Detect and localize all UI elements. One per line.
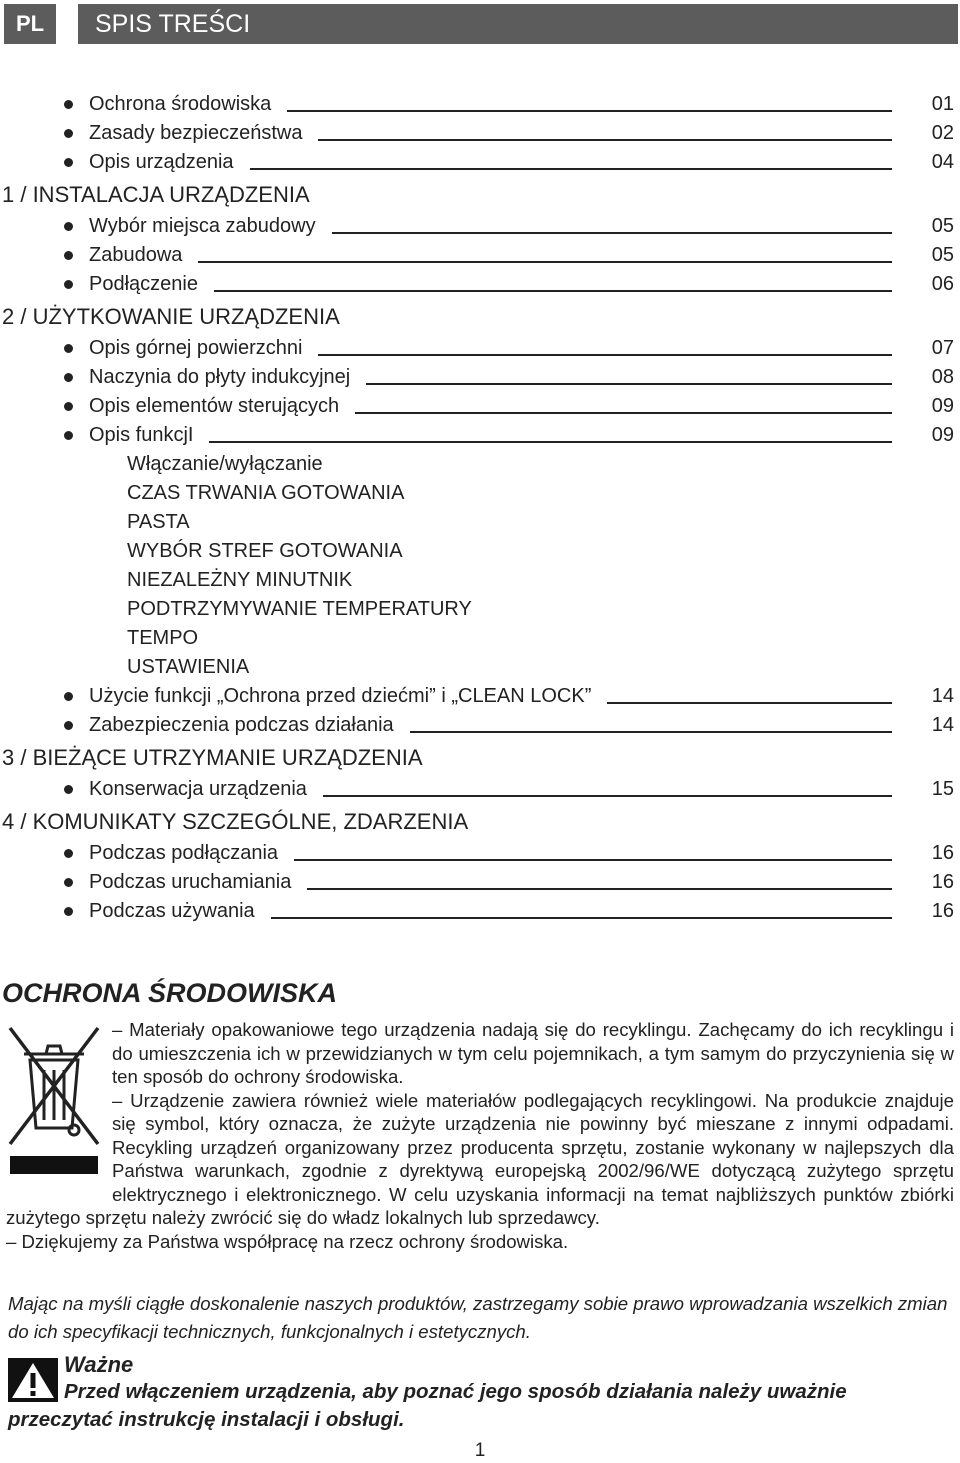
bullet-icon [64, 907, 73, 916]
bullet-icon [64, 158, 73, 167]
toc-label: Podczas uruchamiania [89, 871, 292, 893]
important-heading: Ważne [64, 1352, 134, 1377]
toc-bullet-row [0, 711, 960, 740]
bullet-icon [64, 100, 73, 109]
toc-sub-row [0, 653, 960, 682]
toc-label: NIEZALEŻNY MINUTNIK [127, 569, 353, 591]
environment-paragraph: – Dziękujemy za Państwa współpracę na rzecz ochrony środowiska. [6, 1230, 569, 1252]
toc-page-number: 06 [931, 273, 954, 295]
toc-leader-line [271, 917, 892, 919]
environment-text [6, 1018, 954, 1253]
toc-page-number: 02 [931, 122, 954, 144]
toc-page-number: 16 [931, 842, 954, 864]
toc-sub-row [0, 566, 960, 595]
toc-leader-line [366, 383, 892, 385]
toc-label: Zabezpieczenia podczas działania [89, 714, 394, 736]
toc-label: PASTA [127, 511, 190, 533]
toc-leader-line [355, 412, 892, 414]
toc-leader-line [318, 354, 892, 356]
toc-page-number: 16 [931, 871, 954, 893]
toc-label: Naczynia do płyty indukcyjnej [89, 366, 351, 388]
toc-label: Podczas używania [89, 900, 255, 922]
toc-bullet-row [0, 839, 960, 868]
toc-section-row [0, 804, 960, 839]
toc-leader-line [323, 795, 892, 797]
toc-section-row [0, 740, 960, 775]
page-title: SPIS TREŚCI [78, 4, 958, 44]
toc-bullet-row [0, 212, 960, 241]
toc-leader-line [294, 859, 892, 861]
toc-bullet-row [0, 241, 960, 270]
toc-bullet-row [0, 775, 960, 804]
toc-label: WYBÓR STREF GOTOWANIA [127, 540, 403, 562]
environment-paragraph: – Materiały opakowaniowe tego urządzenia nadają się do recyklingu. Zachęcamy do ich recyklingu i do umieszczenia ich w przewidzianych w tym celu pojemnikach, a tym samym do przyczynienia się w ten sposób do ochrony środowiska. [112, 1019, 954, 1087]
toc-bullet-row [0, 270, 960, 299]
toc-sub-row [0, 537, 960, 566]
toc-page-number: 09 [931, 395, 954, 417]
toc-label: Podłączenie [89, 273, 198, 295]
toc-bullet-row [0, 363, 960, 392]
toc-bullet-row [0, 334, 960, 363]
toc-sub-row [0, 508, 960, 537]
toc-section-row [0, 177, 960, 212]
toc-label: USTAWIENIA [127, 656, 250, 678]
toc-label: Użycie funkcji „Ochrona przed dziećmi” i „CLEAN LOCK” [89, 685, 592, 707]
toc-section-row [0, 299, 960, 334]
bullet-icon [64, 878, 73, 887]
toc-page-number: 05 [931, 215, 954, 237]
language-badge: PL [4, 4, 56, 44]
page-number: 1 [474, 1440, 486, 1461]
toc-leader-line [607, 702, 892, 704]
toc-leader-line [250, 168, 892, 170]
toc-sub-row [0, 450, 960, 479]
toc-bullet-row [0, 868, 960, 897]
bullet-icon [64, 280, 73, 289]
bullet-icon [64, 344, 73, 353]
toc-label: Włączanie/wyłączanie [127, 453, 323, 475]
bullet-icon [64, 431, 73, 440]
toc-page-number: 15 [931, 778, 954, 800]
toc-page-number: 16 [931, 900, 954, 922]
toc-bullet-row [0, 119, 960, 148]
toc-label: Ochrona środowiska [89, 93, 272, 115]
toc-leader-line [307, 888, 892, 890]
toc-bullet-row [0, 90, 960, 119]
toc-leader-line [410, 731, 892, 733]
toc-sub-row [0, 479, 960, 508]
toc-bullet-row [0, 897, 960, 926]
toc-page-number: 08 [931, 366, 954, 388]
important-text: Przed włączeniem urządzenia, aby poznać jego sposób działania należy uważnie przeczytać instrukcję instalacji i obsługi. [8, 1380, 847, 1431]
toc-page-number: 05 [931, 244, 954, 266]
bullet-icon [64, 251, 73, 260]
environment-heading: OCHRONA ŚRODOWISKA [2, 978, 337, 1008]
toc-label: Wybór miejsca zabudowy [89, 215, 316, 237]
toc-label: Zabudowa [89, 244, 183, 266]
specification-note: Mając na myśli ciągłe doskonalenie naszych produktów, zastrzegamy sobie prawo wprowadzania wszelkich zmian do ich specyfikacji technicznych, funkcjonalnych i estetycznych. [8, 1293, 948, 1342]
toc-label: CZAS TRWANIA GOTOWANIA [127, 482, 405, 504]
toc-label: 3 / BIEŻĄCE UTRZYMANIE URZĄDZENIA [2, 744, 423, 770]
bullet-icon [64, 785, 73, 794]
toc-label: TEMPO [127, 627, 199, 649]
toc-label: PODTRZYMYWANIE TEMPERATURY [127, 598, 472, 620]
toc-page-number: 14 [931, 685, 954, 707]
toc-bullet-row [0, 392, 960, 421]
toc-label: Opis elementów sterujących [89, 395, 340, 417]
toc-bullet-row [0, 421, 960, 450]
bullet-icon [64, 721, 73, 730]
bullet-icon [64, 222, 73, 231]
toc-label: Podczas podłączania [89, 842, 279, 864]
toc-leader-line [214, 290, 892, 292]
toc-label: 4 / KOMUNIKATY SZCZEGÓLNE, ZDARZENIA [2, 808, 469, 834]
toc-label: Opis funkcjI [89, 424, 194, 446]
bullet-icon [64, 402, 73, 411]
toc-sub-row [0, 595, 960, 624]
toc-label: 2 / UŻYTKOWANIE URZĄDZENIA [2, 303, 340, 329]
toc-leader-line [287, 110, 892, 112]
table-of-contents [0, 90, 960, 926]
toc-label: Opis urządzenia [89, 151, 234, 173]
toc-leader-line [318, 139, 892, 141]
toc-page-number: 14 [931, 714, 954, 736]
toc-leader-line [332, 232, 892, 234]
bullet-icon [64, 373, 73, 382]
toc-label: Zasady bezpieczeństwa [89, 122, 303, 144]
environment-paragraph: – Urządzenie zawiera również wiele materiałów podlegających recyklingowi. Na produkcie znajduje się symbol, który oznacza, że zużyte urządzenia nie powinny być mieszane z innymi odpadami. Recykling urządzeń organizowany przez producenta sprzętu, zostanie wykonany w najlepszych dla Państwa warunkach, zgodnie z dyrektywą europejską 2002/96/WE dotyczącą zużytego sprzętu elektrycznego i elektronicznego. W celu uzyskania informacji na temat najbliższych punktów zbiórki zużytego sprzętu należy zwrócić się do władz lokalnych lub sprzedawcy. [6, 1089, 954, 1228]
toc-page-number: 04 [931, 151, 954, 173]
toc-page-number: 09 [931, 424, 954, 446]
bullet-icon [64, 849, 73, 858]
toc-page-number: 07 [931, 337, 954, 359]
bullet-icon [64, 129, 73, 138]
toc-bullet-row [0, 682, 960, 711]
toc-label: 1 / INSTALACJA URZĄDZENIA [2, 181, 310, 207]
toc-page-number: 01 [931, 93, 954, 115]
toc-sub-row [0, 624, 960, 653]
toc-label: Opis górnej powierzchni [89, 337, 303, 359]
toc-leader-line [209, 441, 892, 443]
toc-bullet-row [0, 148, 960, 177]
bullet-icon [64, 692, 73, 701]
toc-leader-line [198, 261, 892, 263]
toc-label: Konserwacja urządzenia [89, 778, 307, 800]
